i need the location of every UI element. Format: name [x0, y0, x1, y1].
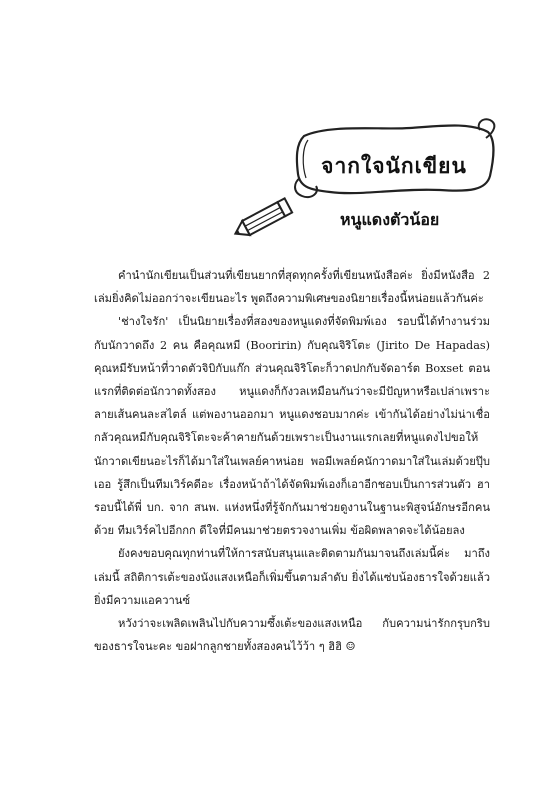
page-title: จากใจนักเขียน	[321, 154, 467, 178]
paragraph: คำนำนักเขียนเป็นส่วนที่เขียนยากที่สุดทุกครั้งที่เขียนหนังสือค่ะ ยิ่งมีหนังสือ 2 เล่มยิ่งคิดไม่ออกว่าจะเขียนอะไร พูดถึงความพิเศษของนิยายเรื่องนี้หน่อยแล้วกันค่ะ	[94, 269, 490, 306]
paragraph: 'ช่างใจรัก' เป็นนิยายเรื่องที่สองของหนูแดงที่จัดพิมพ์เอง รอบนี้ได้ทำงานร่วมกับนักวาดถึง 2 คน คือคุณหมี (Booririn) กับคุณจิริโตะ (Jirito De Hapadas) คุณหมีรับหน้าที่วาดตัวจิบิกับแก๊ก ส่วนคุณจิริโตะก็วาดปกกับจัดอาร์ต Boxset ตอนแรกที่ติดต่อนักวาดทั้งสอง หนูแดงก็กังวลเหมือนกันว่าจะมีปัญหาหรือเปล่าเพราะลายเส้นคนละสไตล์ แต่พองานออกมา หนูแดงชอบมากค่ะ เข้ากันได้อย่างไม่น่าเชื่อ กลัวคุณหมีกับคุณจิริโตะจะค้าคายกันด้วยเพราะเป็นงานแรกเลยที่หนูแดงไปขอให้นักวาดเขียนอะไรก็ได้มาใส่ในเพลย์คาหน่อย พอมีเพลย์คนักวาดมาใส่ในเล่มด้วยปุ๊บ เออ รู้สึกเป็นทีมเวิร์คดีอะ เรื่องหน้าถ้าได้จัดพิมพ์เองก็เอาอีกชอบเป็นการส่วนตัว ฮา รอบนี้ได้พี่ บก. จาก สนพ. แห่งหนึ่งที่รู้จักกันมาช่วยดูงานในฐานะพิสูจน์อักษรอีกคนด้วย ทีมเวิร์คไปอีกกก ดีใจที่มีคนมาช่วยตรวจงานเพิ่ม ข้อผิดพลาดจะได้น้อยลง	[94, 315, 490, 538]
pencil-icon	[230, 190, 300, 248]
foreword-body	[94, 264, 490, 658]
paragraph: หวังว่าจะเพลิดเพลินไปกับความซึ้งเต้ะของแสงเหนือ กับความน่ารักกรุบกริบของธารใจนะคะ ขอฝากลูกชายทั้งสองคนไว้ว้า ๆ ฮิฮิ ☺	[94, 617, 490, 654]
author-name: หนูแดงตัวน้อย	[340, 210, 440, 229]
paragraph: ยังคงขอบคุณทุกท่านที่ให้การสนับสนุนและติดตามกันมาจนถึงเล่มนี้ค่ะ มาถึงเล่มนี้ สถิติการเต้ะของนังแสงเหนือก็เพิ่มขึ้นตามลำดับ ยิ่งได้แซ่บน้องธารใจด้วยแล้ว ยิ่งมีความแอควานซ์	[94, 547, 490, 607]
title-banner	[290, 118, 498, 204]
